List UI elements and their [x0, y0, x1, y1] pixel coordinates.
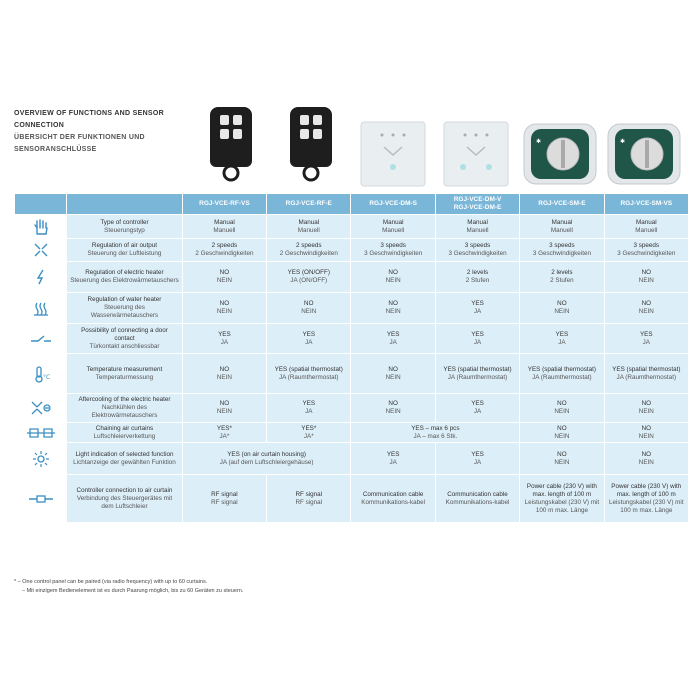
cell-value-de: NEIN — [638, 408, 654, 415]
feature-label-de: Steuerung der Luftleistung — [87, 250, 162, 257]
table-row — [15, 354, 689, 394]
cell-value-de: NEIN — [385, 277, 401, 284]
thermometer-icon — [15, 354, 67, 394]
table-cell — [267, 475, 351, 523]
cell-value-de: NEIN — [638, 432, 654, 440]
column-header: RGJ-VCE-DM-S — [351, 194, 435, 215]
aftercooling-icon — [15, 394, 67, 423]
remote-control-icon — [208, 105, 254, 187]
table-row — [15, 215, 689, 239]
table-cell — [604, 354, 688, 394]
table-cell — [267, 354, 351, 394]
feature-label — [67, 443, 183, 475]
column-header-line: RGJ-VCE-DM-V — [453, 196, 502, 203]
cell-value-en: Manual — [467, 218, 488, 226]
cell-value-de: JA (ON/OFF) — [290, 277, 328, 284]
feature-label-en: Possibility of connecting a door contact — [81, 326, 168, 342]
table-cell — [520, 475, 604, 523]
cell-value-en: YES* — [216, 424, 232, 432]
light-indication-icon — [15, 443, 67, 475]
cell-value-de: Manuell — [213, 226, 236, 234]
dial-panel-sm-vs-image — [606, 105, 682, 187]
cell-value-en: NO — [219, 400, 230, 407]
cell-value-en: Manual — [551, 218, 573, 226]
cell-value-de: 2 Geschwindigkeiten — [279, 250, 338, 257]
cell-value-de: RF signal — [295, 498, 323, 506]
cell-value-en: YES — [386, 450, 400, 458]
cell-value-en: Manual — [298, 218, 320, 226]
table-cell — [604, 423, 688, 443]
cell-value-en: YES — [302, 330, 316, 338]
cell-value-en: YES — [471, 400, 484, 407]
cell-value-en: Communication cable — [362, 490, 424, 498]
table-cell — [604, 262, 688, 293]
dial-control-icon — [523, 121, 597, 187]
touch-panel-icon — [443, 121, 509, 187]
table-cell — [351, 354, 435, 394]
remote-rf-e-image — [276, 105, 346, 187]
cell-value-de: JA* — [303, 432, 314, 440]
table-cell — [351, 443, 435, 475]
cell-value-de: JA — [558, 338, 566, 346]
feature-label — [67, 354, 183, 394]
cell-value-en: NO — [557, 450, 567, 458]
cell-value-de: NEIN — [385, 308, 401, 315]
cell-value-de: 3 Geschwindigkeiten — [448, 250, 507, 257]
cell-value-de: 3 Geschwindigkeiten — [532, 250, 591, 257]
table-row — [15, 423, 689, 443]
cell-value-de: JA — [305, 338, 313, 346]
cell-value-de: JA (auf dem Luftschleiergehäuse) — [219, 458, 314, 466]
table-cell — [351, 475, 435, 523]
cell-value-de: NEIN — [216, 408, 232, 415]
feature-label — [67, 394, 183, 423]
cell-value-en: YES — [471, 330, 484, 338]
table-row — [15, 443, 689, 475]
cell-value-de: NEIN — [301, 308, 317, 315]
heading-en-2: CONNECTION — [14, 122, 65, 129]
table-header-row — [15, 194, 689, 215]
table-cell — [182, 324, 266, 354]
cell-value-de: 2 Stufen — [465, 277, 490, 284]
cell-value-de: 3 Geschwindigkeiten — [364, 250, 423, 257]
feature-label-en: Light indication of selected function — [75, 450, 174, 458]
cell-value-de: JA (Raumthermostat) — [532, 373, 592, 381]
cell-value-de: JA — [305, 408, 313, 415]
table-row — [15, 394, 689, 423]
cell-value-de: Manuell — [382, 226, 405, 234]
feature-label — [67, 262, 183, 293]
column-header: RGJ-VCE-RF-E — [267, 194, 351, 215]
feature-label-de: Türkontakt anschliessbar — [89, 342, 160, 350]
table-cell — [182, 475, 266, 523]
cell-value-en: NO — [304, 300, 314, 307]
table-row — [15, 293, 689, 324]
cell-value-de: RF signal — [211, 498, 238, 506]
feature-label-de: Verbindung des Steuergerätes mit dem Luftschleier — [76, 494, 173, 510]
table-cell — [435, 394, 519, 423]
cell-value-de: JA (Raumthermostat) — [616, 373, 677, 381]
cell-value-de: NEIN — [554, 458, 570, 466]
header-icon-cell — [15, 194, 67, 215]
cell-value-de: 3 Geschwindigkeiten — [617, 250, 676, 257]
table-cell — [182, 394, 266, 423]
header-feature-cell — [67, 194, 183, 215]
table-cell — [604, 394, 688, 423]
table-cell — [604, 324, 688, 354]
feature-label-de: Steuerung des Elektrowärmetauschers — [70, 277, 179, 284]
cell-value-en: 3 speeds — [549, 242, 575, 249]
chain-curtains-icon — [15, 423, 67, 443]
cell-value-de: JA* — [219, 432, 230, 440]
cell-value-en: NO — [219, 365, 230, 373]
table-row — [15, 262, 689, 293]
feature-label-de: Lichtanzeige der gewählten Funktion — [73, 458, 176, 466]
cell-value-de: JA — [473, 408, 482, 415]
table-cell — [182, 423, 266, 443]
feature-label — [67, 423, 183, 443]
cell-value-en: NO — [557, 300, 567, 307]
cell-value-de: NEIN — [554, 408, 570, 415]
table-cell — [520, 443, 604, 475]
cell-value-en: NO — [641, 300, 652, 307]
cell-value-en: YES* — [301, 424, 317, 432]
column-header: RGJ-VCE-RF-VS — [182, 194, 266, 215]
cell-value-en: Power cable (230 V) with max. length of 100 m — [526, 482, 597, 498]
cell-value-en: YES (spatial thermostat) — [612, 365, 681, 373]
page-heading — [14, 108, 184, 156]
cell-value-en: YES — [218, 330, 231, 338]
heading-de-1: ÜBERSICHT DER FUNKTIONEN UND — [14, 134, 145, 141]
table-cell — [182, 239, 266, 262]
table-cell — [520, 262, 604, 293]
feature-label — [67, 293, 183, 324]
cell-value-en: 3 speeds — [464, 242, 491, 249]
cell-value-de: Kommunikations-kabel — [445, 498, 510, 506]
table-cell — [351, 239, 435, 262]
cell-value-en: YES (spatial thermostat) — [443, 365, 512, 373]
svg-text:✱: ✱ — [620, 138, 626, 145]
column-header: RGJ-VCE-SM-VS — [604, 194, 688, 215]
cell-value-de: JA — [389, 338, 397, 346]
cell-value-en: 3 speeds — [633, 242, 660, 249]
spec-table — [14, 193, 689, 523]
table-cell — [351, 423, 520, 443]
cell-value-de: Kommunikations-kabel — [361, 498, 425, 506]
cell-value-en: YES (ON/OFF) — [287, 269, 330, 276]
table-cell — [267, 423, 351, 443]
cell-value-de: JA (Raumthermostat) — [447, 373, 508, 381]
cell-value-en: YES — [639, 330, 653, 338]
cell-value-en: YES (spatial thermostat) — [527, 365, 597, 373]
table-cell — [520, 354, 604, 394]
cell-value-en: NO — [641, 424, 652, 432]
door-contact-icon — [15, 324, 67, 354]
cell-value-en: NO — [641, 450, 652, 458]
cell-value-en: NO — [557, 400, 567, 407]
table-cell — [435, 475, 519, 523]
table-cell — [435, 324, 519, 354]
feature-label-de: Temperaturmessung — [95, 373, 154, 381]
heading-de-2: SENSORANSCHLÜSSE — [14, 146, 97, 153]
table-cell — [351, 262, 435, 293]
feature-label-en: Temperature measurement — [86, 365, 163, 373]
table-cell — [351, 324, 435, 354]
fan-arrows-icon — [15, 239, 67, 262]
cell-value-de: NEIN — [385, 408, 401, 415]
cell-value-en: YES — [302, 400, 316, 407]
cell-value-en: RF signal — [211, 490, 238, 498]
column-header-line: RGJ-VCE-DM-E — [453, 204, 502, 211]
cell-value-en: NO — [388, 400, 398, 407]
dial-control-icon — [607, 121, 681, 187]
cell-value-en: NO — [388, 300, 398, 307]
cell-value-de: JA — [220, 338, 229, 346]
table-row — [15, 475, 689, 523]
cell-value-de: JA — [473, 338, 482, 346]
table-cell — [604, 239, 688, 262]
table-row — [15, 324, 689, 354]
cell-value-en: 2 speeds — [296, 242, 322, 249]
cell-value-de: NEIN — [638, 277, 654, 284]
feature-label-de: Steuerung des Wasserwärmetauschers — [90, 304, 159, 319]
column-header — [435, 194, 519, 215]
cell-value-en: 2 levels — [466, 269, 489, 276]
cell-value-en: NO — [388, 365, 398, 373]
table-cell — [267, 394, 351, 423]
cell-value-de: JA — [389, 458, 397, 466]
table-cell — [435, 443, 519, 475]
cell-value-en: YES — [386, 330, 400, 338]
cell-value-en: NO — [219, 300, 230, 307]
cell-value-en: YES – max 6 pcs — [411, 424, 460, 432]
cell-value-en: RF signal — [295, 490, 323, 498]
table-cell — [604, 215, 688, 239]
feature-label — [67, 475, 183, 523]
touch-panel-icon — [360, 121, 426, 187]
cell-value-en: Manual — [214, 218, 235, 226]
hand-icon — [15, 215, 67, 239]
feature-label-de: Steuerungstyp — [104, 226, 145, 234]
table-cell — [267, 215, 351, 239]
heading-en-1: OVERVIEW OF FUNCTIONS AND SENSOR — [14, 110, 164, 117]
feature-label — [67, 215, 183, 239]
table-cell — [520, 239, 604, 262]
cell-value-de: 2 Geschwindigkeiten — [195, 250, 254, 257]
table-cell — [182, 262, 266, 293]
cell-value-en: 2 speeds — [211, 242, 238, 249]
table-cell — [604, 443, 688, 475]
cell-value-de: Manuell — [297, 226, 320, 234]
cell-value-de: JA — [642, 338, 650, 346]
feature-label-de: Luftschleierverkettung — [93, 432, 156, 440]
table-row — [15, 239, 689, 262]
svg-text:✱: ✱ — [536, 138, 542, 145]
cell-value-de: NEIN — [216, 308, 232, 315]
cell-value-de: NEIN — [385, 373, 401, 381]
cell-value-en: YES (spatial thermostat) — [274, 365, 343, 373]
cell-value-de: Manuell — [550, 226, 573, 234]
table-cell — [520, 423, 604, 443]
table-cell — [520, 215, 604, 239]
cell-value-de: Manuell — [466, 226, 489, 234]
table-cell — [604, 293, 688, 324]
feature-label-de: Nachkühlen des Elektrowärmetauschers — [91, 404, 158, 419]
cell-value-en: Power cable (230 V) with max. length of 100 m — [611, 482, 682, 498]
cell-value-de: JA — [473, 458, 482, 466]
footnotes — [14, 578, 243, 596]
table-cell — [435, 354, 519, 394]
feature-label-en: Controller connection to air curtain — [76, 486, 173, 494]
cell-value-en: Manual — [635, 218, 657, 226]
dial-panel-sm-e-image — [522, 105, 598, 187]
cell-value-en: NO — [557, 424, 567, 432]
cell-value-de: NEIN — [554, 308, 570, 315]
cell-value-en: Manual — [382, 218, 404, 226]
cell-value-en: NO — [219, 269, 230, 276]
feature-label-en: Type of controller — [100, 218, 149, 226]
cell-value-en: YES (on air curtain housing) — [227, 450, 306, 458]
electric-bolt-icon — [15, 262, 67, 293]
footnote-de: – Mit einzigem Bedienelement ist es durch Paarung möglich, bis zu 60 Geräten zu steuern. — [22, 588, 244, 594]
cell-value-de: NEIN — [638, 308, 654, 315]
feature-label — [67, 324, 183, 354]
table-cell — [182, 354, 266, 394]
svg-text:°C: °C — [42, 373, 50, 381]
footnote-en: * – One control panel can be paired (via radio frequency) with up to 60 curtains. — [14, 579, 208, 585]
table-cell — [267, 324, 351, 354]
table-cell — [435, 262, 519, 293]
cell-value-en: YES — [471, 300, 484, 307]
column-header: RGJ-VCE-SM-E — [520, 194, 604, 215]
cell-value-en: NO — [641, 400, 652, 407]
table-cell — [520, 394, 604, 423]
cell-value-en: NO — [388, 269, 398, 276]
table-cell — [182, 215, 266, 239]
cell-value-de: NEIN — [216, 373, 232, 381]
cell-value-en: 2 levels — [551, 269, 573, 276]
feature-label-en: Regulation of water heater — [87, 296, 162, 303]
table-cell — [604, 475, 688, 523]
table-cell — [182, 443, 351, 475]
cell-value-en: YES — [555, 330, 569, 338]
table-cell — [351, 215, 435, 239]
feature-label-en: Regulation of electric heater — [85, 269, 164, 276]
touch-panel-dm-v-image — [441, 105, 511, 187]
cell-value-de: Leistungskabel (230 V) mit 100 m max. Länge — [524, 498, 600, 514]
water-heat-icon — [15, 293, 67, 324]
table-cell — [267, 239, 351, 262]
cell-value-en: 3 speeds — [380, 242, 406, 249]
cell-value-de: NEIN — [554, 432, 570, 440]
table-cell — [267, 262, 351, 293]
table-cell — [435, 293, 519, 324]
feature-label-en: Chaining air curtains — [95, 424, 154, 432]
cell-value-de: Manuell — [635, 226, 658, 234]
cell-value-en: YES — [471, 450, 484, 458]
table-cell — [351, 293, 435, 324]
table-cell — [267, 293, 351, 324]
feature-label-en: Aftercooling of the electric heater — [78, 396, 171, 403]
cell-value-de: JA — [473, 308, 482, 315]
touch-panel-dm-s-image — [358, 105, 428, 187]
cell-value-de: Leistungskabel (230 V) mit 100 m max. Länge — [609, 498, 684, 514]
table-cell — [435, 239, 519, 262]
cell-value-de: NEIN — [216, 277, 232, 284]
cell-value-de: JA (Raumthermostat) — [279, 373, 339, 381]
feature-label-en: Regulation of air output — [91, 242, 158, 249]
table-cell — [520, 293, 604, 324]
table-cell — [435, 215, 519, 239]
table-cell — [351, 394, 435, 423]
connection-icon — [15, 475, 67, 523]
cell-value-en: Communication cable — [447, 490, 508, 498]
remote-control-icon — [288, 105, 334, 187]
cell-value-en: NO — [641, 269, 652, 276]
remote-rf-vs-image — [196, 105, 266, 187]
table-cell — [520, 324, 604, 354]
cell-value-de: NEIN — [638, 458, 654, 466]
cell-value-de: JA – max 6 Stk. — [413, 432, 458, 440]
table-cell — [182, 293, 266, 324]
feature-label — [67, 239, 183, 262]
cell-value-de: 2 Stufen — [550, 277, 574, 284]
